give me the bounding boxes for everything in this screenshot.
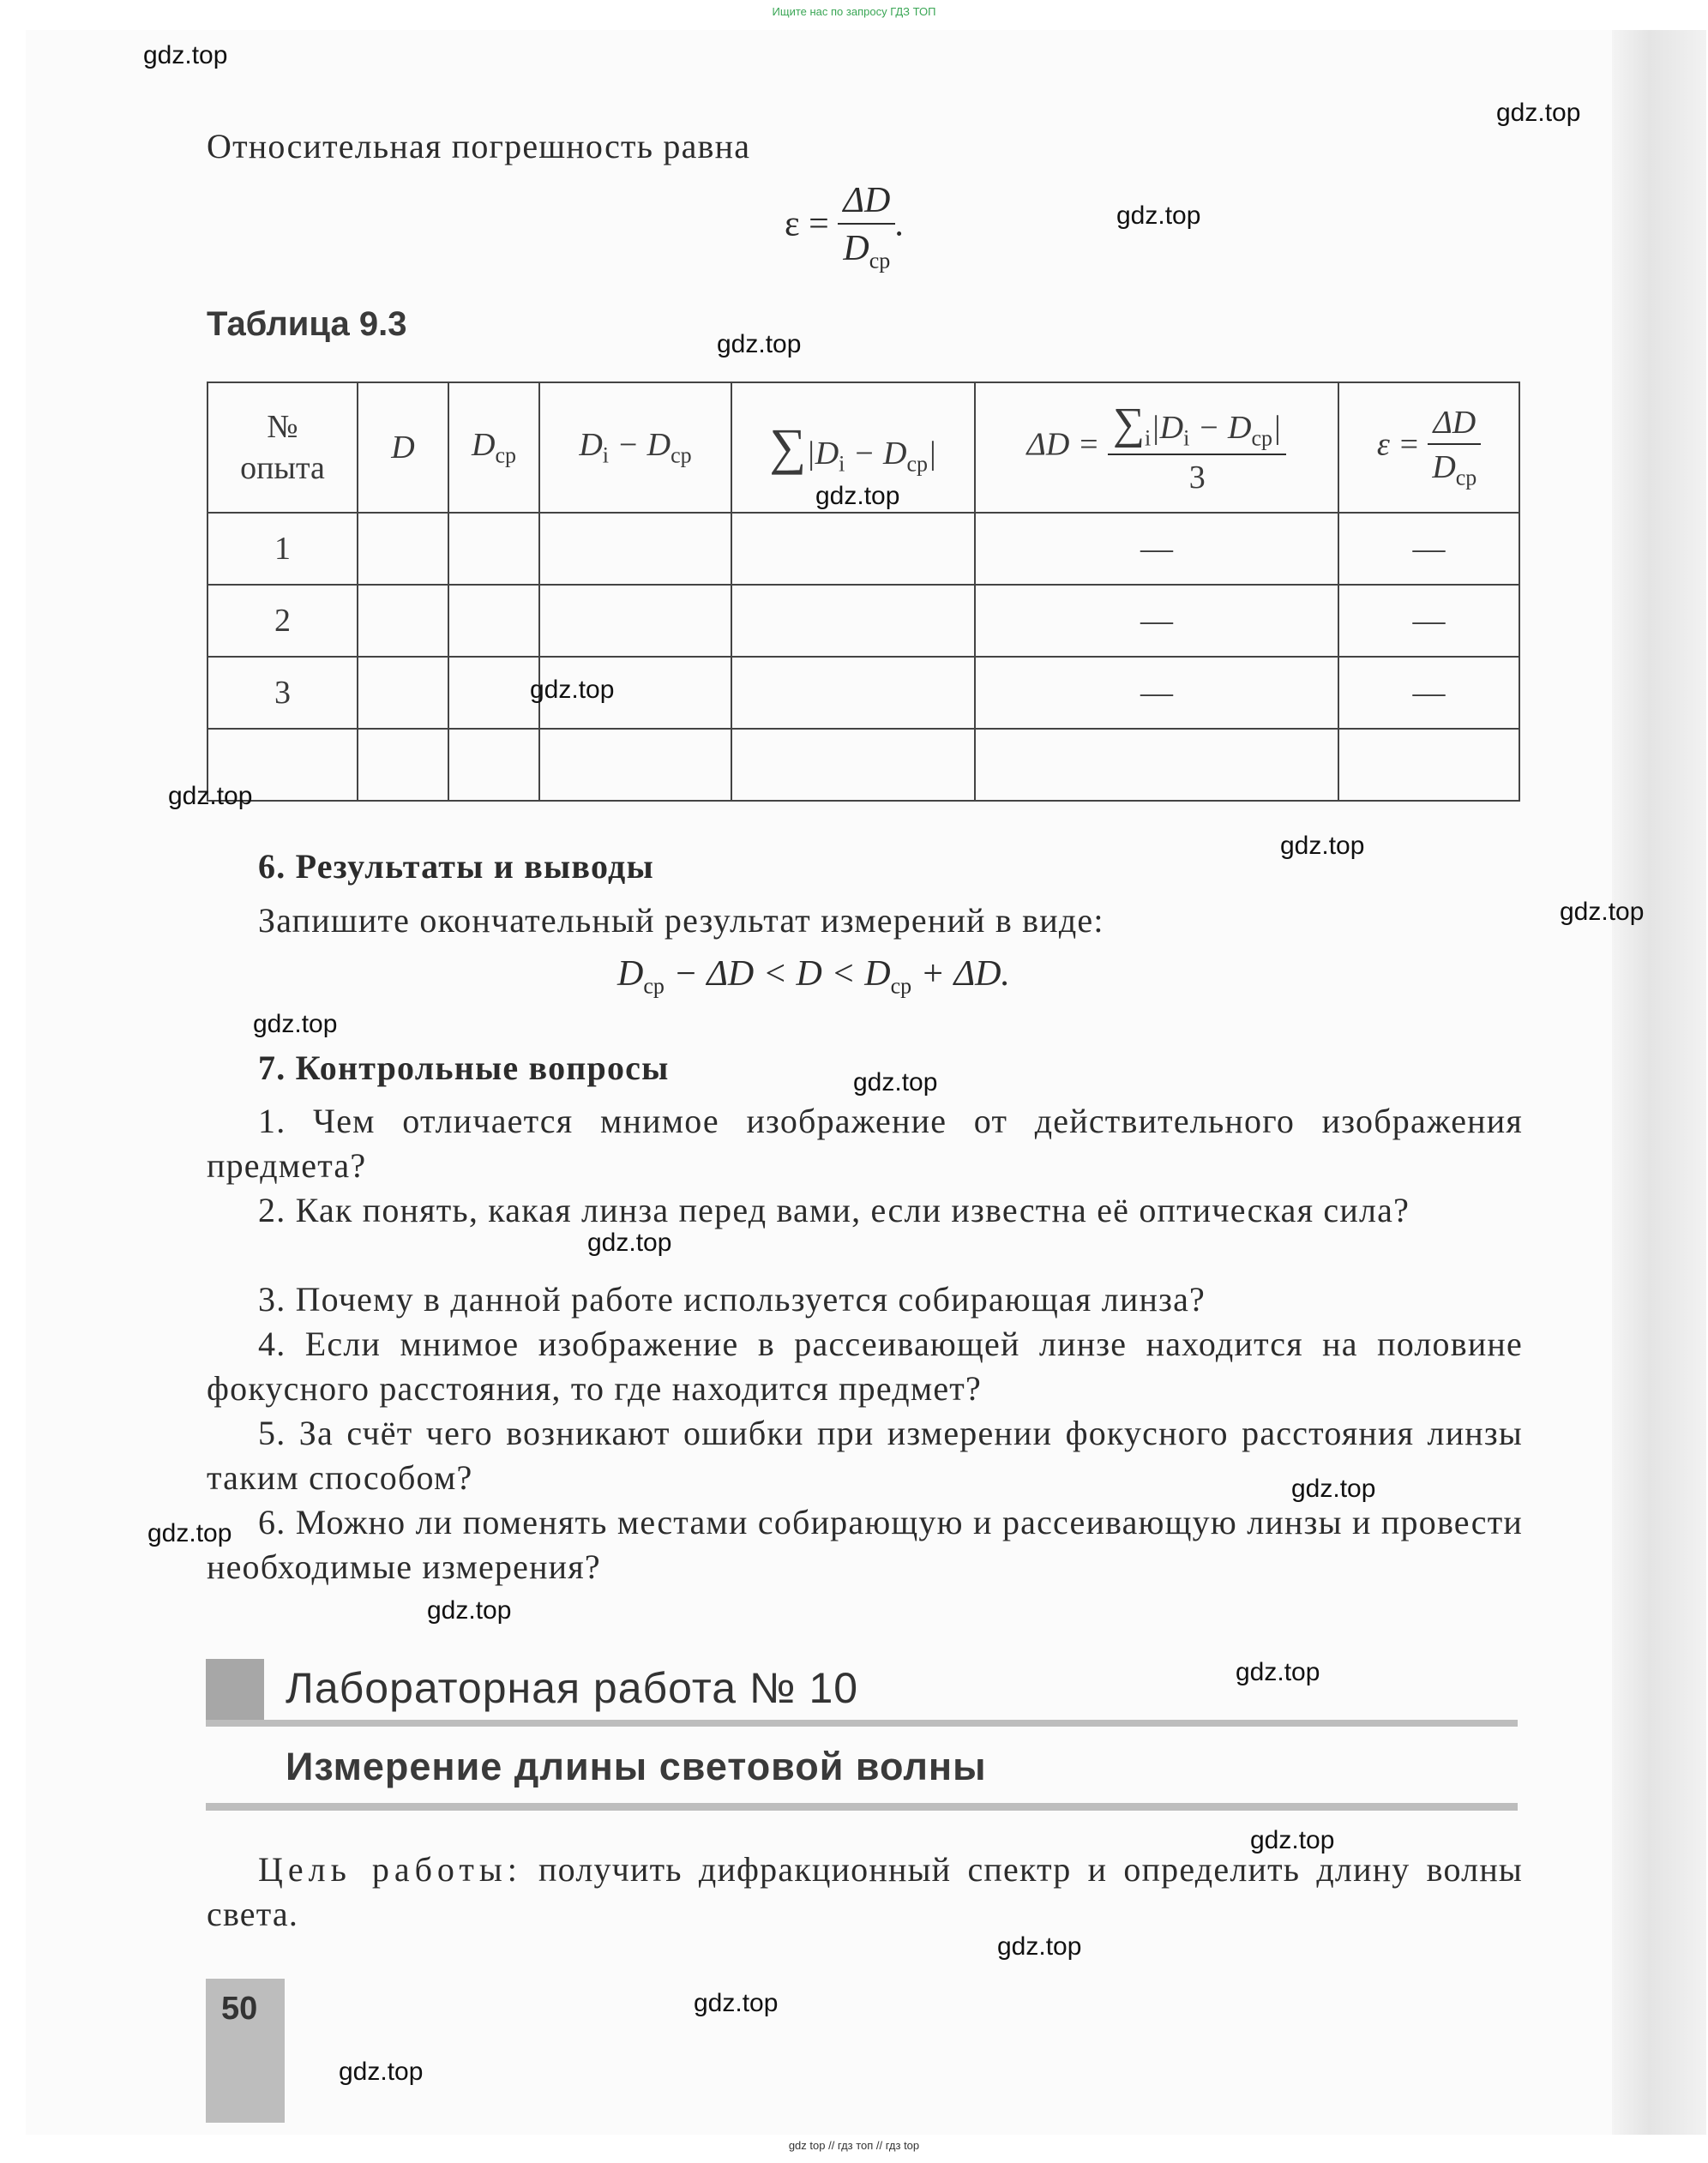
header-di-minus-dcp: $D_i - D_{ср}$ — [539, 382, 731, 513]
header-dcp: $D_{ср}$ — [448, 382, 539, 513]
lab-subtitle-rule — [206, 1803, 1518, 1811]
section-6-heading: 6. Результаты и выводы — [258, 847, 654, 886]
watermark-link[interactable]: gdz.top — [694, 1989, 779, 2017]
watermark-link[interactable]: gdz.top — [1496, 99, 1581, 127]
header-delta-d: ΔD = $\frac{\sum_i|D_i - D_{ср}|}{3}$ — [975, 382, 1338, 513]
lab-title: Лабораторная работа № 10 — [286, 1664, 859, 1712]
table-row — [207, 729, 1519, 801]
watermark-link[interactable]: gdz.top — [853, 1068, 938, 1097]
watermark-link[interactable]: gdz.top — [143, 41, 228, 69]
watermark-link[interactable]: gdz.top — [253, 1010, 338, 1038]
lab-goal — [207, 1848, 1523, 1937]
top-banner[interactable]: Ищите нас по запросу ГДЗ ТОП — [772, 5, 936, 18]
watermark-link[interactable]: gdz.top — [1280, 832, 1365, 860]
question-4: 4. Если мнимое изображение в рассеивающей линзе находится на половине фокусного расстояния, то где находится предмет? — [207, 1325, 1523, 1408]
question-1: 1. Чем отличается мнимое изображение от действительного изображения предмета? — [207, 1102, 1523, 1185]
page-number: 50 — [221, 1991, 258, 2027]
table-row: 1 — — — [207, 513, 1519, 585]
watermark-link[interactable]: gdz.top — [168, 782, 253, 810]
question-5: 5. За счёт чего возникают ошибки при измерении фокусного расстояния линзы таким способом? — [207, 1414, 1523, 1497]
table-row: 2 — — — [207, 585, 1519, 657]
watermark-link[interactable]: gdz.top — [815, 482, 900, 510]
watermark-link[interactable]: gdz.top — [427, 1596, 512, 1625]
watermark-link[interactable]: gdz.top — [1236, 1658, 1320, 1686]
bottom-banner[interactable]: gdz top // гдз топ // гдз top — [788, 2139, 920, 2152]
watermark-link[interactable]: gdz.top — [997, 1932, 1082, 1961]
section-7-heading: 7. Контрольные вопросы — [258, 1048, 670, 1087]
question-6: 6. Можно ли поменять местами собирающую и рассеивающую линзы и провести необходимые измерения? — [207, 1503, 1523, 1586]
header-experiment-no: № опыта — [207, 382, 358, 513]
lab-title-block — [206, 1659, 264, 1723]
section-6-text: Запишите окончательный результат измерений в виде: — [258, 901, 1104, 940]
lab-title-rule — [206, 1720, 1518, 1727]
question-3: 3. Почему в данной работе используется собирающая линза? — [258, 1280, 1206, 1319]
watermark-link[interactable]: gdz.top — [339, 2058, 424, 2086]
question-2: 2. Как понять, какая линза перед вами, если известна её оптическая сила? — [258, 1191, 1410, 1229]
result-formula: $D_{ср} - \Delta D < D < D_{ср} + \Delta D$. — [617, 954, 1010, 999]
lab-goal-label: Цель работы: — [258, 1850, 522, 1889]
header-sum-abs: $\sum|D_i - D_{ср}|$ — [731, 382, 975, 513]
watermark-link[interactable]: gdz.top — [717, 330, 802, 358]
page-edge-shadow — [1612, 30, 1706, 2135]
data-table — [207, 382, 1520, 802]
lab-goal-text: получить дифракционный спектр и определить длину волны света. — [207, 1850, 1524, 1933]
header-epsilon: ε = $\frac{\Delta D}{D_{ср}}$ — [1338, 382, 1519, 513]
lab-subtitle: Измерение длины световой волны — [286, 1745, 987, 1788]
watermark-link[interactable]: gdz.top — [587, 1229, 672, 1257]
watermark-link[interactable]: gdz.top — [1116, 201, 1201, 230]
watermark-link[interactable]: gdz.top — [1291, 1475, 1376, 1503]
table-row: 3 — — — [207, 657, 1519, 729]
table-caption: Таблица 9.3 — [207, 305, 407, 343]
header-d: D — [358, 382, 448, 513]
watermark-link[interactable]: gdz.top — [1250, 1826, 1335, 1854]
watermark-link[interactable]: gdz.top — [530, 676, 615, 704]
watermark-link[interactable]: gdz.top — [1560, 898, 1645, 926]
intro-text: Относительная погрешность равна — [207, 127, 751, 165]
watermark-link[interactable]: gdz.top — [147, 1519, 232, 1547]
relative-error-formula: ε = $\frac{\Delta D}{D_{ср}}$ . — [785, 181, 905, 273]
